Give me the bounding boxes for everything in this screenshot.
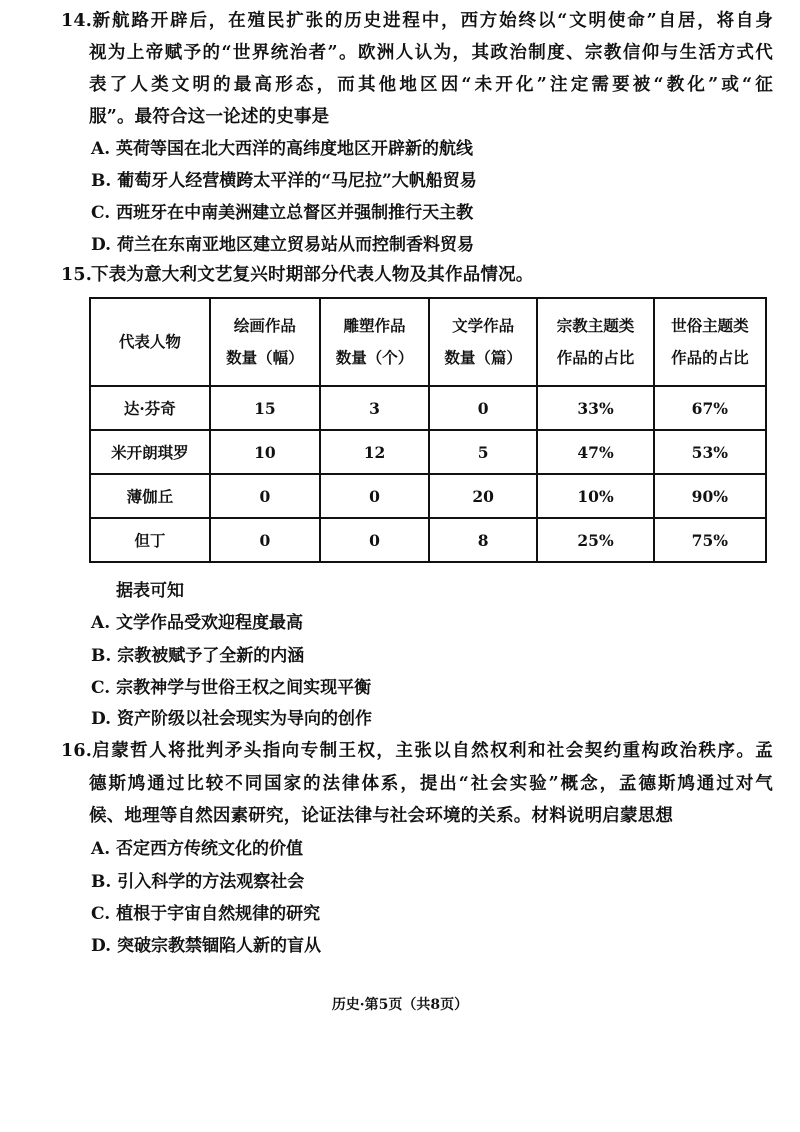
table-cell: 米开朗琪罗 [90, 430, 210, 474]
q16-option-c[interactable]: C. 植根于宇宙自然规律的研究 [91, 904, 321, 924]
q14-number: 14. [61, 11, 93, 31]
table-cell: 0 [429, 386, 538, 430]
q15-option-b[interactable]: B. 宗教被赋予了全新的内涵 [91, 646, 305, 666]
table-cell: 3 [320, 386, 429, 430]
q14-stem-line-4: 服”。最符合这一论述的史事是 [89, 107, 330, 127]
table-cell: 53% [654, 430, 766, 474]
q16-option-b[interactable]: B. 引入科学的方法观察社会 [91, 872, 305, 892]
q16-option-d[interactable]: D. 突破宗教禁锢陷人新的盲从 [91, 936, 321, 956]
header-religious-share: 宗教主题类 作品的占比 [537, 298, 653, 386]
page-footer: 历史·第5页（共8页） [331, 997, 469, 1013]
table-cell: 25% [537, 518, 653, 562]
q15-option-a[interactable]: A. 文学作品受欢迎程度最高 [91, 613, 304, 633]
header-sculptures: 雕塑作品 数量（个） [320, 298, 429, 386]
table-cell: 达·芬奇 [90, 386, 210, 430]
q14-stem-line-2: 视为上帝赋予的“世界统治者”。欧洲人认为，其政治制度、宗教信仰与生活方式代 [89, 43, 773, 63]
q16-stem-line-3: 候、地理等自然因素研究，论证法律与社会环境的关系。材料说明启蒙思想 [89, 806, 674, 826]
table-cell: 8 [429, 518, 538, 562]
table-cell: 0 [210, 518, 321, 562]
q15-number: 15. [61, 265, 93, 285]
table-row [90, 518, 766, 562]
q16-stem-line-2: 德斯鸠通过比较不同国家的法律体系，提出“社会实验”概念，孟德斯鸠通过对气 [89, 774, 773, 794]
table-row [90, 430, 766, 474]
q16-option-a[interactable]: A. 否定西方传统文化的价值 [91, 839, 304, 859]
q14-option-a[interactable]: A. 英荷等国在北大西洋的高纬度地区开辟新的航线 [91, 139, 474, 159]
q16-number: 16. [61, 741, 93, 761]
q15-option-d[interactable]: D. 资产阶级以社会现实为导向的创作 [91, 709, 372, 729]
table-row [90, 474, 766, 518]
q15-option-c[interactable]: C. 宗教神学与世俗王权之间实现平衡 [91, 678, 372, 698]
table-cell: 47% [537, 430, 653, 474]
q14-option-c[interactable]: C. 西班牙在中南美洲建立总督区并强制推行天主教 [91, 203, 474, 223]
table-cell: 0 [210, 474, 321, 518]
header-literature: 文学作品 数量（篇） [429, 298, 538, 386]
table-cell: 90% [654, 474, 766, 518]
table-cell: 0 [320, 474, 429, 518]
table-cell: 但丁 [90, 518, 210, 562]
header-secular-share: 世俗主题类 作品的占比 [654, 298, 766, 386]
table-cell: 15 [210, 386, 321, 430]
table-cell: 5 [429, 430, 538, 474]
q16-stem-line-1: 16.启蒙哲人将批判矛头指向专制王权，主张以自然权利和社会契约重构政治秩序。孟 [61, 741, 773, 761]
table-cell: 12 [320, 430, 429, 474]
table-cell: 10% [537, 474, 653, 518]
q15-stem: 15.下表为意大利文艺复兴时期部分代表人物及其作品情况。 [61, 265, 534, 285]
table-cell: 10 [210, 430, 321, 474]
table-header-row [90, 298, 766, 386]
works-table [89, 297, 767, 563]
q14-stem-line-3: 表了人类文明的最高形态，而其他地区因“未开化”注定需要被“教化”或“征 [89, 75, 773, 95]
q14-option-b[interactable]: B. 葡萄牙人经营横跨太平洋的“马尼拉”大帆船贸易 [91, 171, 477, 191]
q14-stem-line-1: 14.新航路开辟后，在殖民扩张的历史进程中，西方始终以“文明使命”自居，将自身 [61, 11, 773, 31]
table-cell: 67% [654, 386, 766, 430]
table-cell: 75% [654, 518, 766, 562]
q15-note: 据表可知 [116, 581, 184, 601]
header-paintings: 绘画作品 数量（幅） [210, 298, 321, 386]
header-person: 代表人物 [90, 298, 210, 386]
table-cell: 33% [537, 386, 653, 430]
table-cell: 0 [320, 518, 429, 562]
table-cell: 薄伽丘 [90, 474, 210, 518]
table-cell: 20 [429, 474, 538, 518]
table-row [90, 386, 766, 430]
q14-option-d[interactable]: D. 荷兰在东南亚地区建立贸易站从而控制香料贸易 [91, 235, 474, 255]
